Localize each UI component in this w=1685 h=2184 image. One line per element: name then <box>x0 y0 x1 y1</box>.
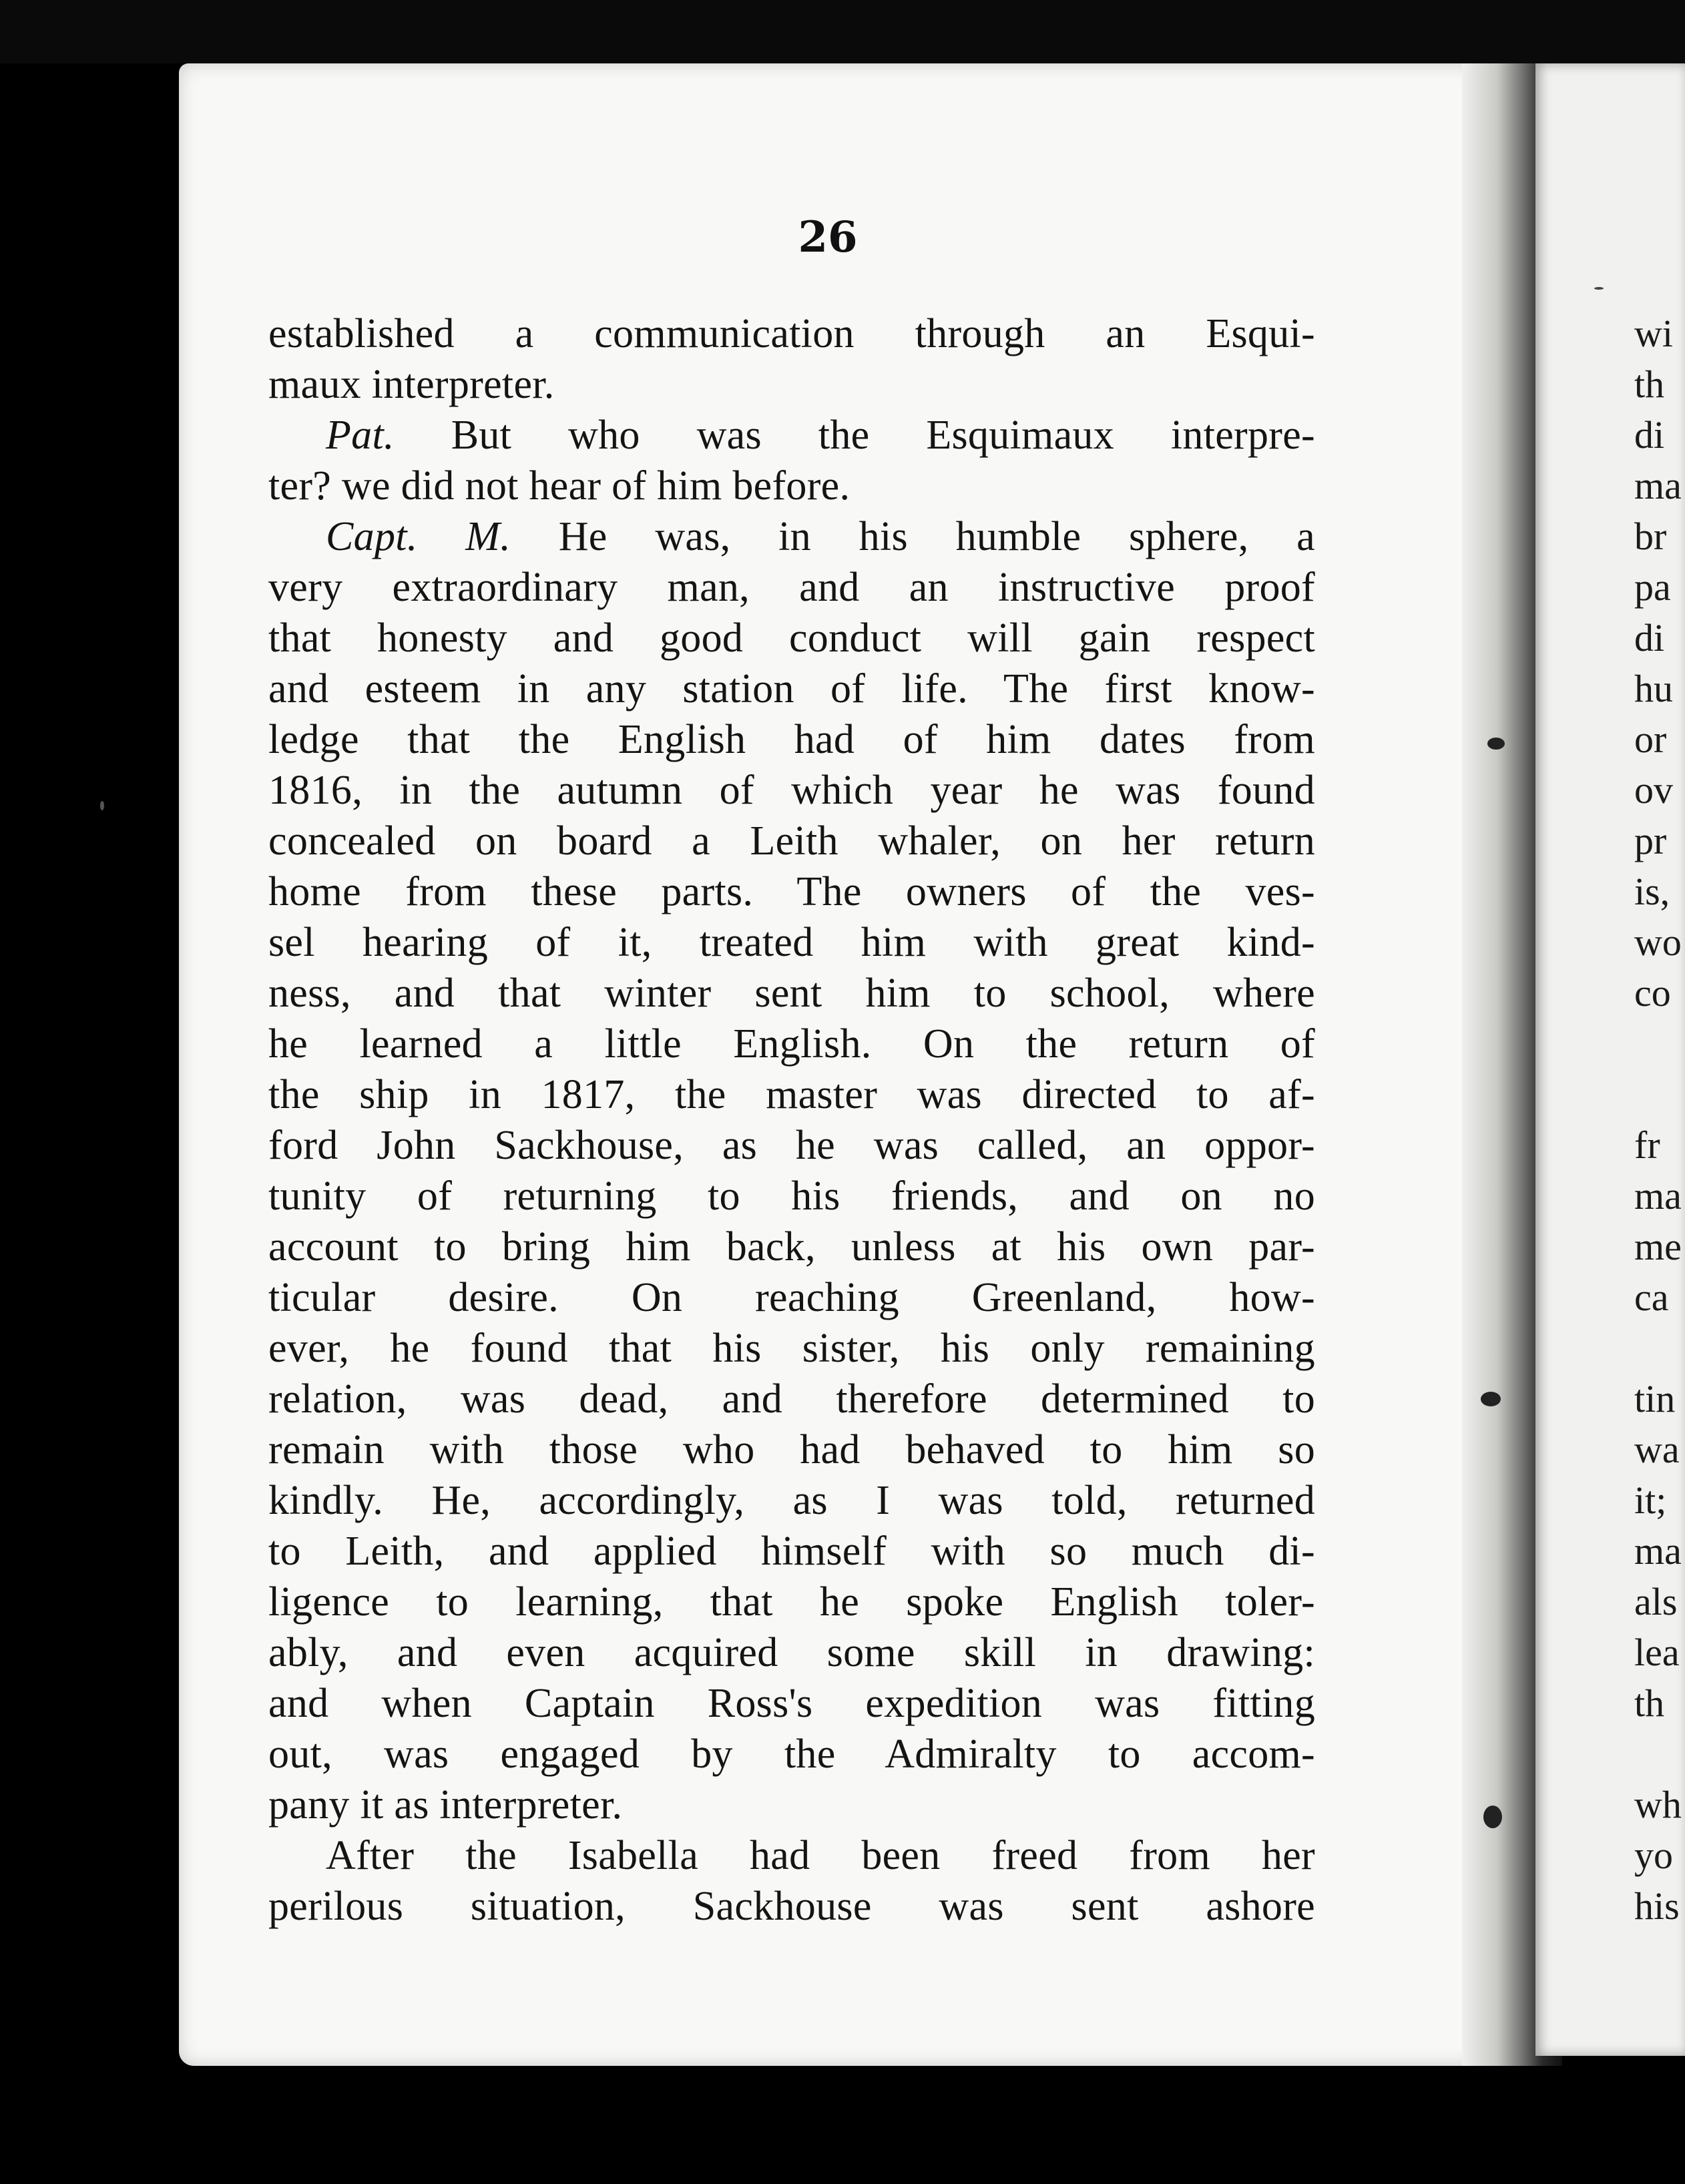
facing-page-fragment <box>1634 1019 1685 1069</box>
text-line <box>268 663 1315 714</box>
facing-page-fragment: ma <box>1634 1174 1682 1217</box>
facing-page-fragment: th <box>1634 362 1665 406</box>
line-text: very extraordinary man, and an instructive proof <box>268 565 1315 610</box>
line-text: But who was the Esquimaux interpre- <box>394 413 1315 458</box>
text-line <box>268 1120 1315 1171</box>
facing-page-fragment: wh <box>1634 1783 1682 1826</box>
speaker-name: Pat. <box>326 413 395 458</box>
facing-page-fragment: me <box>1634 1225 1682 1268</box>
text-line <box>268 714 1315 765</box>
facing-page-fragment: co <box>1634 971 1671 1015</box>
line-text: After the Isabella had been freed from her <box>326 1833 1315 1878</box>
text-line <box>268 1424 1315 1475</box>
body-text <box>268 308 1315 1932</box>
facing-page-fragment: pa <box>1634 565 1671 609</box>
text-line <box>268 461 1315 511</box>
text-line <box>268 1171 1315 1221</box>
facing-page-fragment: br <box>1634 515 1667 558</box>
scan-speck <box>1487 738 1505 750</box>
facing-page-fragment: di <box>1634 413 1665 457</box>
scan-speck <box>1481 1392 1501 1406</box>
text-line <box>268 1678 1315 1729</box>
facing-page-fragment: als <box>1634 1580 1678 1623</box>
text-line <box>268 1627 1315 1678</box>
text-line <box>268 917 1315 968</box>
line-text: concealed on board a Leith whaler, on her return <box>268 818 1315 864</box>
line-text: remain with those who had behaved to him so <box>268 1427 1315 1472</box>
line-text: and when Captain Ross's expedition was fitting <box>268 1681 1315 1726</box>
line-text: out, was engaged by the Admiralty to accom- <box>268 1731 1315 1777</box>
line-text: relation, was dead, and therefore determined to <box>268 1376 1315 1422</box>
facing-page-fragment: tin <box>1634 1377 1676 1420</box>
line-text: ably, and even acquired some skill in drawing: <box>268 1630 1315 1675</box>
text-line <box>268 1323 1315 1374</box>
line-text: pany it as interpreter. <box>268 1782 623 1828</box>
line-text: to Leith, and applied himself with so much di- <box>268 1529 1315 1574</box>
facing-page-fragment: is, <box>1634 870 1670 913</box>
text-line <box>268 1272 1315 1323</box>
line-text: kindly. He, accordingly, as I was told, returned <box>268 1478 1315 1523</box>
text-line <box>268 1881 1315 1932</box>
text-line <box>268 1475 1315 1526</box>
facing-page-fragment: yo <box>1634 1834 1673 1877</box>
text-line <box>268 562 1315 613</box>
text-line <box>268 1221 1315 1272</box>
facing-page-fragment: wa <box>1634 1428 1680 1471</box>
line-text: and esteem in any station of life. The first know- <box>268 666 1315 712</box>
text-line <box>268 1830 1315 1881</box>
text-line <box>268 613 1315 663</box>
line-text: he learned a little English. On the return of <box>268 1021 1315 1067</box>
facing-page-fragment: ma <box>1634 464 1682 507</box>
scan-speck <box>100 801 104 810</box>
facing-page-fragment: or <box>1634 718 1667 761</box>
line-text: ledge that the English had of him dates from <box>268 717 1315 762</box>
facing-page-fragment <box>1634 1069 1685 1120</box>
text-line <box>268 765 1315 816</box>
line-text: sel hearing of it, treated him with great kind- <box>268 920 1315 965</box>
line-text: perilous situation, Sackhouse was sent ashore <box>268 1884 1315 1929</box>
page-number: 26 <box>798 212 858 262</box>
facing-page-fragment: his <box>1634 1884 1680 1928</box>
line-text: 1816, in the autumn of which year he was found <box>268 768 1315 813</box>
facing-page-fragment: fr <box>1634 1123 1660 1167</box>
text-line <box>268 359 1315 410</box>
text-line <box>268 1729 1315 1780</box>
line-text: ligence to learning, that he spoke English toler- <box>268 1579 1315 1625</box>
facing-page-fragment: di <box>1634 616 1665 659</box>
line-text: ever, he found that his sister, his only remaining <box>268 1326 1315 1371</box>
scan-speck <box>1483 1806 1502 1828</box>
facing-page-text <box>1634 308 1685 1932</box>
text-line <box>268 968 1315 1019</box>
line-text: ter? we did not hear of him before. <box>268 463 851 509</box>
text-line <box>268 1780 1315 1830</box>
facing-page-fragment <box>1634 1729 1685 1780</box>
facing-page-fragment: wi <box>1634 312 1673 355</box>
line-text: that honesty and good conduct will gain respect <box>268 615 1315 661</box>
line-text: tunity of returning to his friends, and on no <box>268 1173 1315 1219</box>
line-text: ticular desire. On reaching Greenland, how- <box>268 1275 1315 1320</box>
text-line <box>268 816 1315 866</box>
line-text: account to bring him back, unless at his own par- <box>268 1224 1315 1270</box>
text-line <box>268 866 1315 917</box>
line-text: ness, and that winter sent him to school, where <box>268 971 1315 1016</box>
line-text: He was, in his humble sphere, a <box>511 514 1315 559</box>
line-text: maux interpreter. <box>268 362 555 407</box>
facing-page-fragment <box>1634 1323 1685 1374</box>
facing-page-fragment: it; <box>1634 1478 1667 1522</box>
line-text: ford John Sackhouse, as he was called, an oppor- <box>268 1123 1315 1168</box>
text-line <box>268 1019 1315 1069</box>
facing-page-fragment: ov <box>1634 768 1673 812</box>
line-text: home from these parts. The owners of the ves- <box>268 869 1315 914</box>
text-line <box>268 1069 1315 1120</box>
scan-speck <box>1594 287 1604 290</box>
text-line <box>268 308 1315 359</box>
line-text: established a communication through an Esqui- <box>268 311 1315 356</box>
text-line <box>268 511 1315 562</box>
facing-page-fragment: hu <box>1634 667 1673 710</box>
facing-page-fragment: ca <box>1634 1276 1669 1319</box>
line-text: the ship in 1817, the master was directed to af- <box>268 1072 1315 1117</box>
text-line <box>268 1526 1315 1577</box>
text-line <box>268 1577 1315 1627</box>
facing-page-fragment: pr <box>1634 819 1667 862</box>
facing-page-fragment: ma <box>1634 1529 1682 1573</box>
facing-page-fragment: th <box>1634 1681 1665 1725</box>
facing-page-fragment: wo <box>1634 920 1682 964</box>
text-line <box>268 1374 1315 1424</box>
text-line <box>268 410 1315 461</box>
speaker-name: Capt. M. <box>326 514 511 559</box>
scan-top-edge <box>0 0 1685 63</box>
facing-page-fragment: lea <box>1634 1631 1680 1674</box>
